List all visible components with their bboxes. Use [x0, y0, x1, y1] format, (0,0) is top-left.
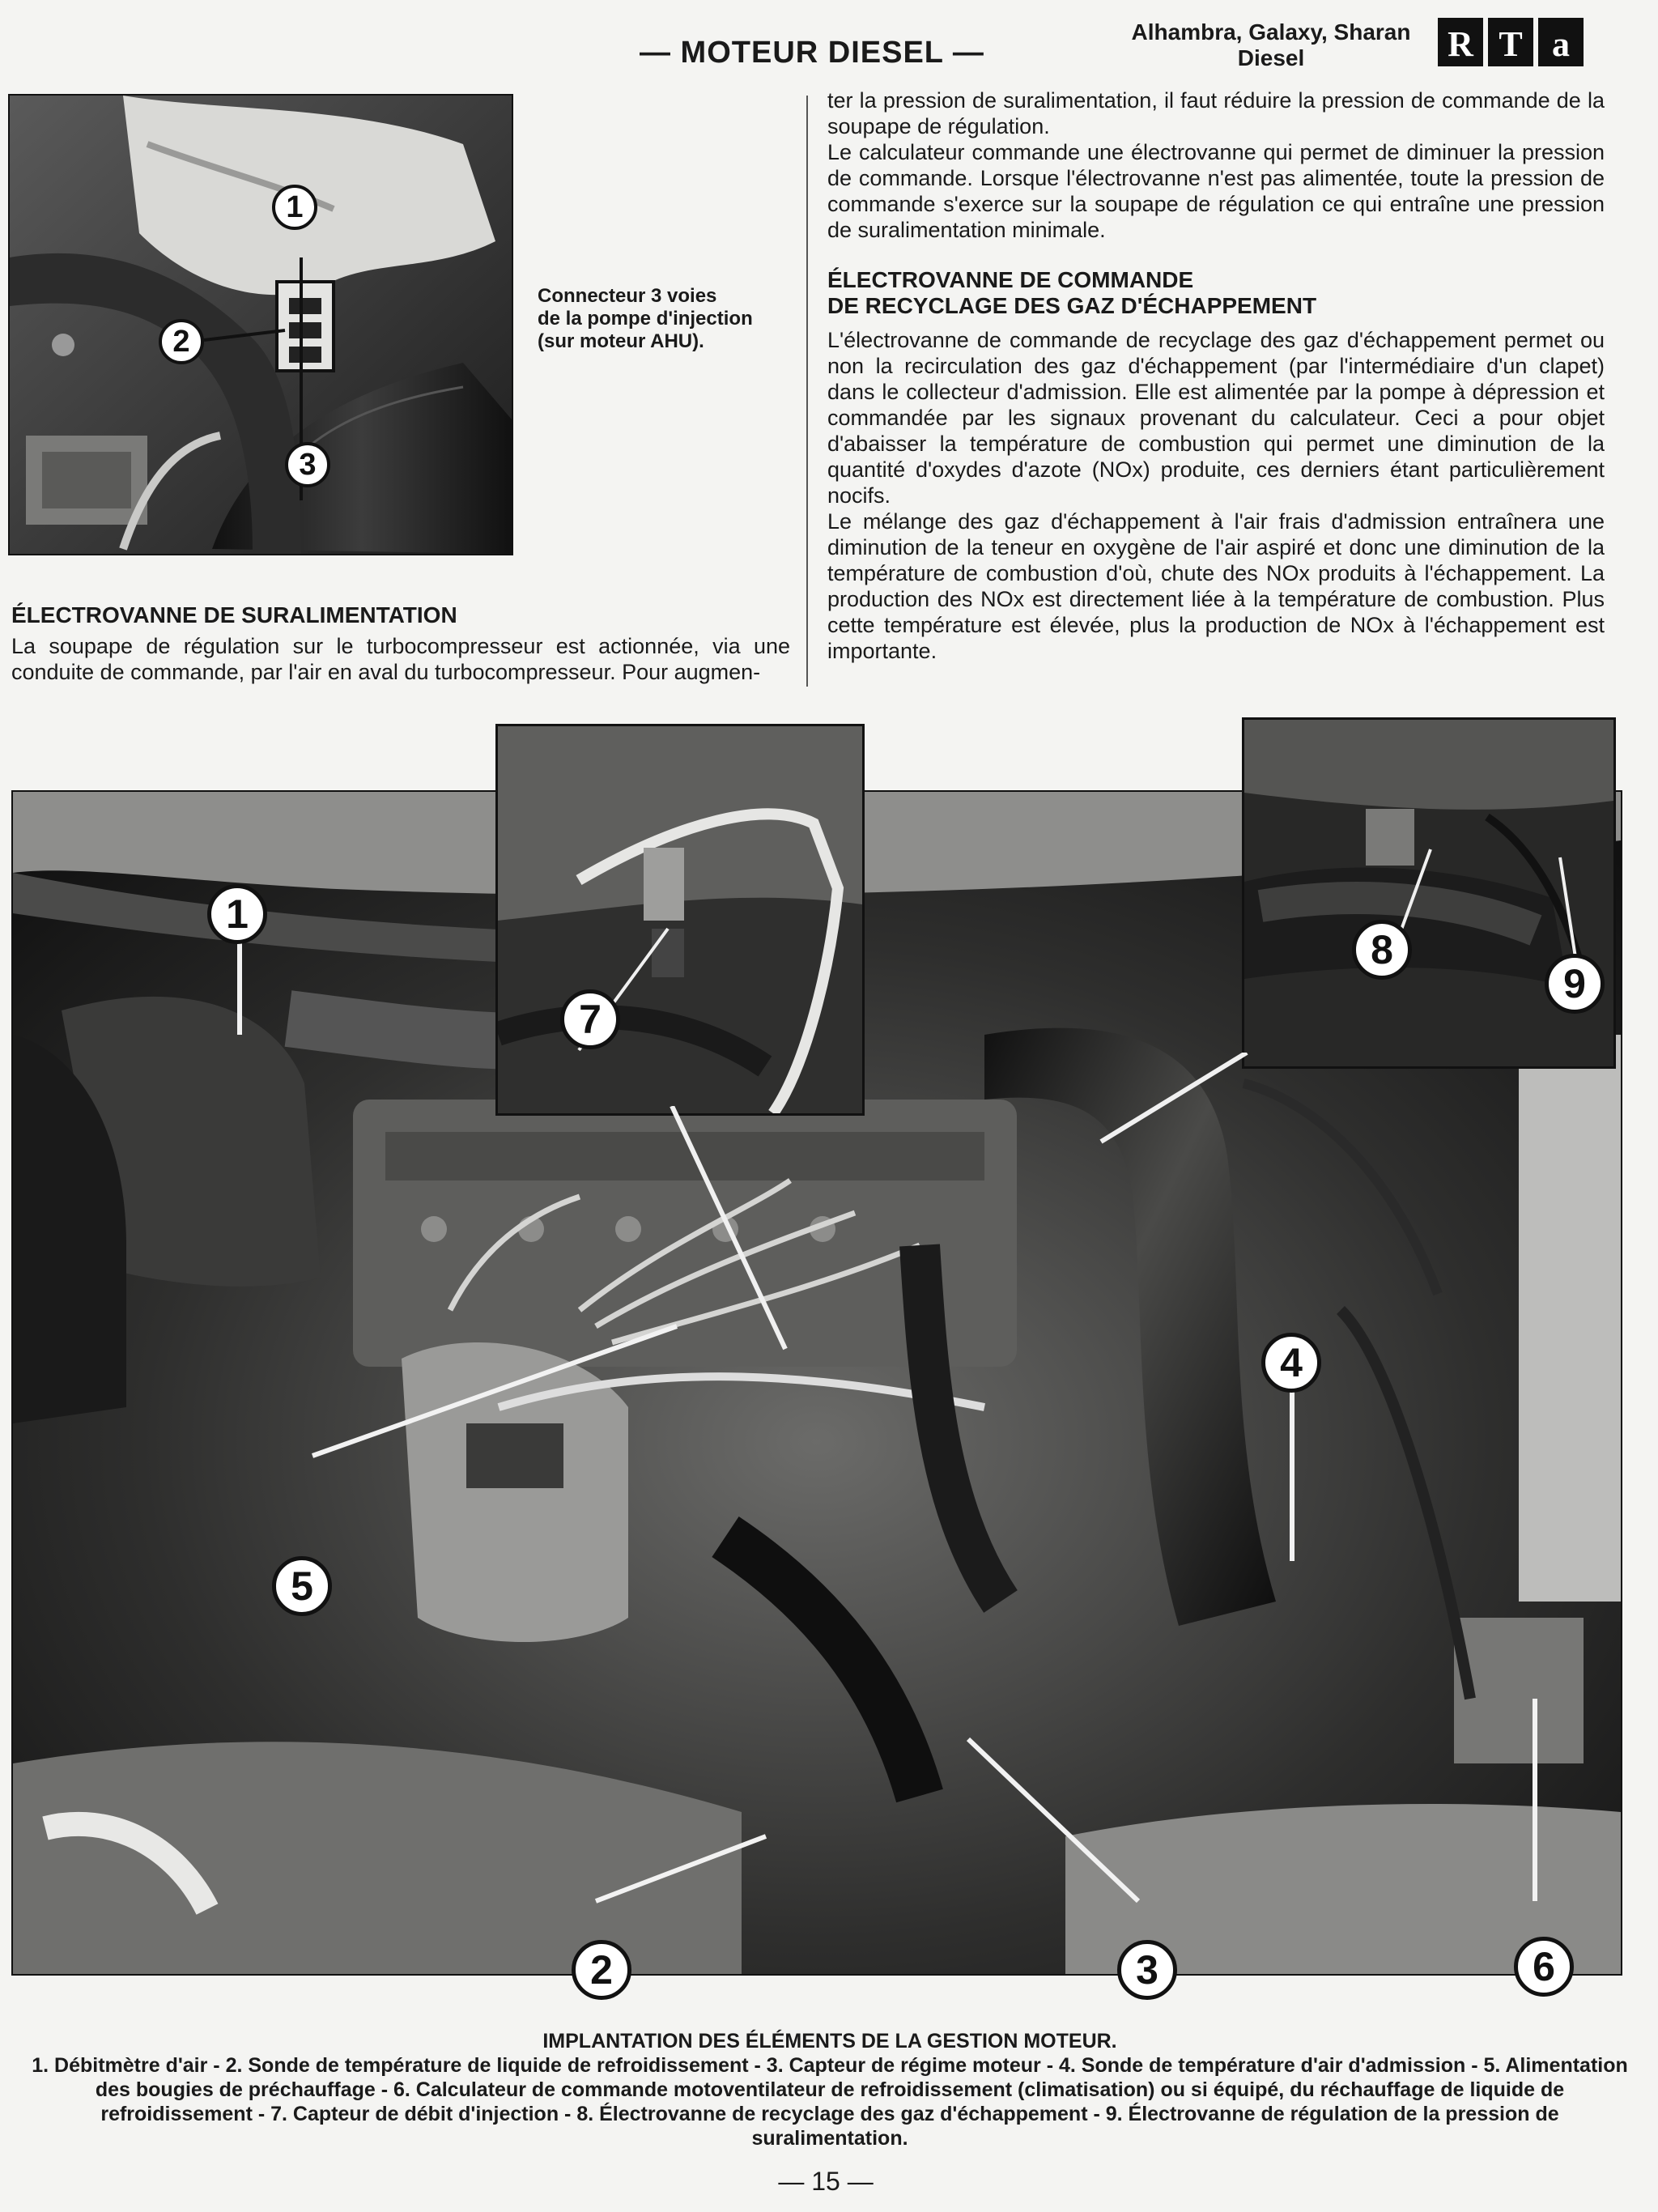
section-heading-suralimentation: ÉLECTROVANNE DE SURALIMENTATION	[11, 602, 457, 627]
top-callout-2: 2	[159, 319, 204, 364]
main-callout-2: 2	[572, 1940, 631, 2000]
main-callout-5: 5	[272, 1556, 332, 1616]
main-callout-7: 7	[560, 989, 620, 1049]
top-callout-3: 3	[285, 442, 330, 487]
logo-letter-t: T	[1488, 18, 1533, 66]
main-callout-1: 1	[207, 884, 267, 944]
logo-letter-r: R	[1438, 18, 1483, 66]
paragraph-2: Le calculateur commande une électrovanne qui permet de diminuer la pression de commande. Lorsque l'électrovanne n'est pas alimentée, toute la pression de commande s'exerce sur la soupape de régulation ce qui entraîne une pression de suralimentation minimale.	[827, 140, 1605, 242]
caption-line-2: de la pompe d'injection	[538, 308, 753, 330]
vehicle-models	[1117, 19, 1425, 71]
section-heading-recyclage	[827, 267, 1605, 319]
inset-8-9-illustration	[1244, 720, 1613, 1066]
column-divider	[806, 96, 808, 687]
figure-caption	[24, 2029, 1635, 2150]
main-callout-3: 3	[1117, 1940, 1177, 2000]
main-callout-6: 6	[1514, 1937, 1574, 1997]
section-text-suralimentation: La soupape de régulation sur le turbocompresseur est actionnée, via une conduite de commande, par l'air en aval du turbocompresseur. Pour augmen-	[11, 634, 790, 684]
inset-7-illustration	[498, 726, 862, 1113]
paragraph-1: ter la pression de suralimentation, il faut réduire la pression de commande de la soupape de régulation.	[827, 88, 1605, 138]
connector-photo-illustration	[10, 96, 512, 554]
right-column	[827, 87, 1605, 664]
models-line-2: Diesel	[1237, 45, 1305, 70]
logo-letter-a: a	[1538, 18, 1584, 66]
figure-caption-text: 1. Débitmètre d'air - 2. Sonde de température de liquide de refroidissement - 3. Capteur de régime moteur - 4. Sonde de température d'air d'admission - 5. Alimentation des bougies de préchauffage - 6. Calculateur de commande motoventilateur de refroidissement (climatisation) ou si équipé, du réchauffage de liquide de refroidissement - 7. Capteur de débit d'injection - 8. Électrovanne de recyclage des gaz d'échappement - 9. Électrovanne de régulation de la pression de suralimentation.	[32, 2054, 1628, 2150]
main-callout-8: 8	[1352, 920, 1412, 980]
main-callout-4: 4	[1261, 1333, 1321, 1393]
caption-line-1: Connecteur 3 voies	[538, 285, 717, 307]
main-callout-9: 9	[1545, 954, 1605, 1014]
figure-caption-title: IMPLANTATION DES ÉLÉMENTS DE LA GESTION MOTEUR.	[542, 2030, 1117, 2052]
inset-8-9-pointer	[1093, 1053, 1255, 1150]
page-number: — 15 —	[778, 2167, 874, 2196]
top-callout-1: 1	[272, 185, 317, 230]
models-line-1: Alhambra, Galaxy, Sharan	[1131, 19, 1411, 45]
inset-7-pointer	[648, 1106, 810, 1365]
rta-logo	[1438, 18, 1584, 66]
page-header-title: — MOTEUR DIESEL —	[640, 36, 984, 70]
inset-photo-flow-sensor	[495, 724, 865, 1116]
paragraph-3: L'électrovanne de commande de recyclage des gaz d'échappement permet ou non la recirculation des gaz d'échappement (par l'intermédiaire d'un clapet) dans le collecteur d'admission. Elle est alimentée par la pompe à dépression et commandée par les signaux provenant du calculateur. Ceci a pour objet d'abaisser la température de combustion qui permet une diminution de la quantité d'oxydes d'azote (NOx) produite, ces derniers étant particulièrement nocifs.	[827, 328, 1605, 508]
heading-recyclage-line-2: DE RECYCLAGE DES GAZ D'ÉCHAPPEMENT	[827, 293, 1317, 318]
heading-recyclage-line-1: ÉLECTROVANNE DE COMMANDE	[827, 267, 1194, 292]
connector-photo	[8, 94, 513, 555]
caption-line-3: (sur moteur AHU).	[538, 330, 704, 352]
inset-photo-egr-valves	[1242, 717, 1616, 1069]
connector-photo-caption	[538, 285, 780, 353]
paragraph-4: Le mélange des gaz d'échappement à l'air frais d'admission entraînera une diminution de la teneur en oxygène de l'air aspiré et donc une diminution de la température de combustion d'où, chute des NOx produits à l'échappement. La production des NOx est directement liée à la température de combustion. Plus cette température est élevée, plus la production de NOx à l'échappement est importante.	[827, 509, 1605, 663]
